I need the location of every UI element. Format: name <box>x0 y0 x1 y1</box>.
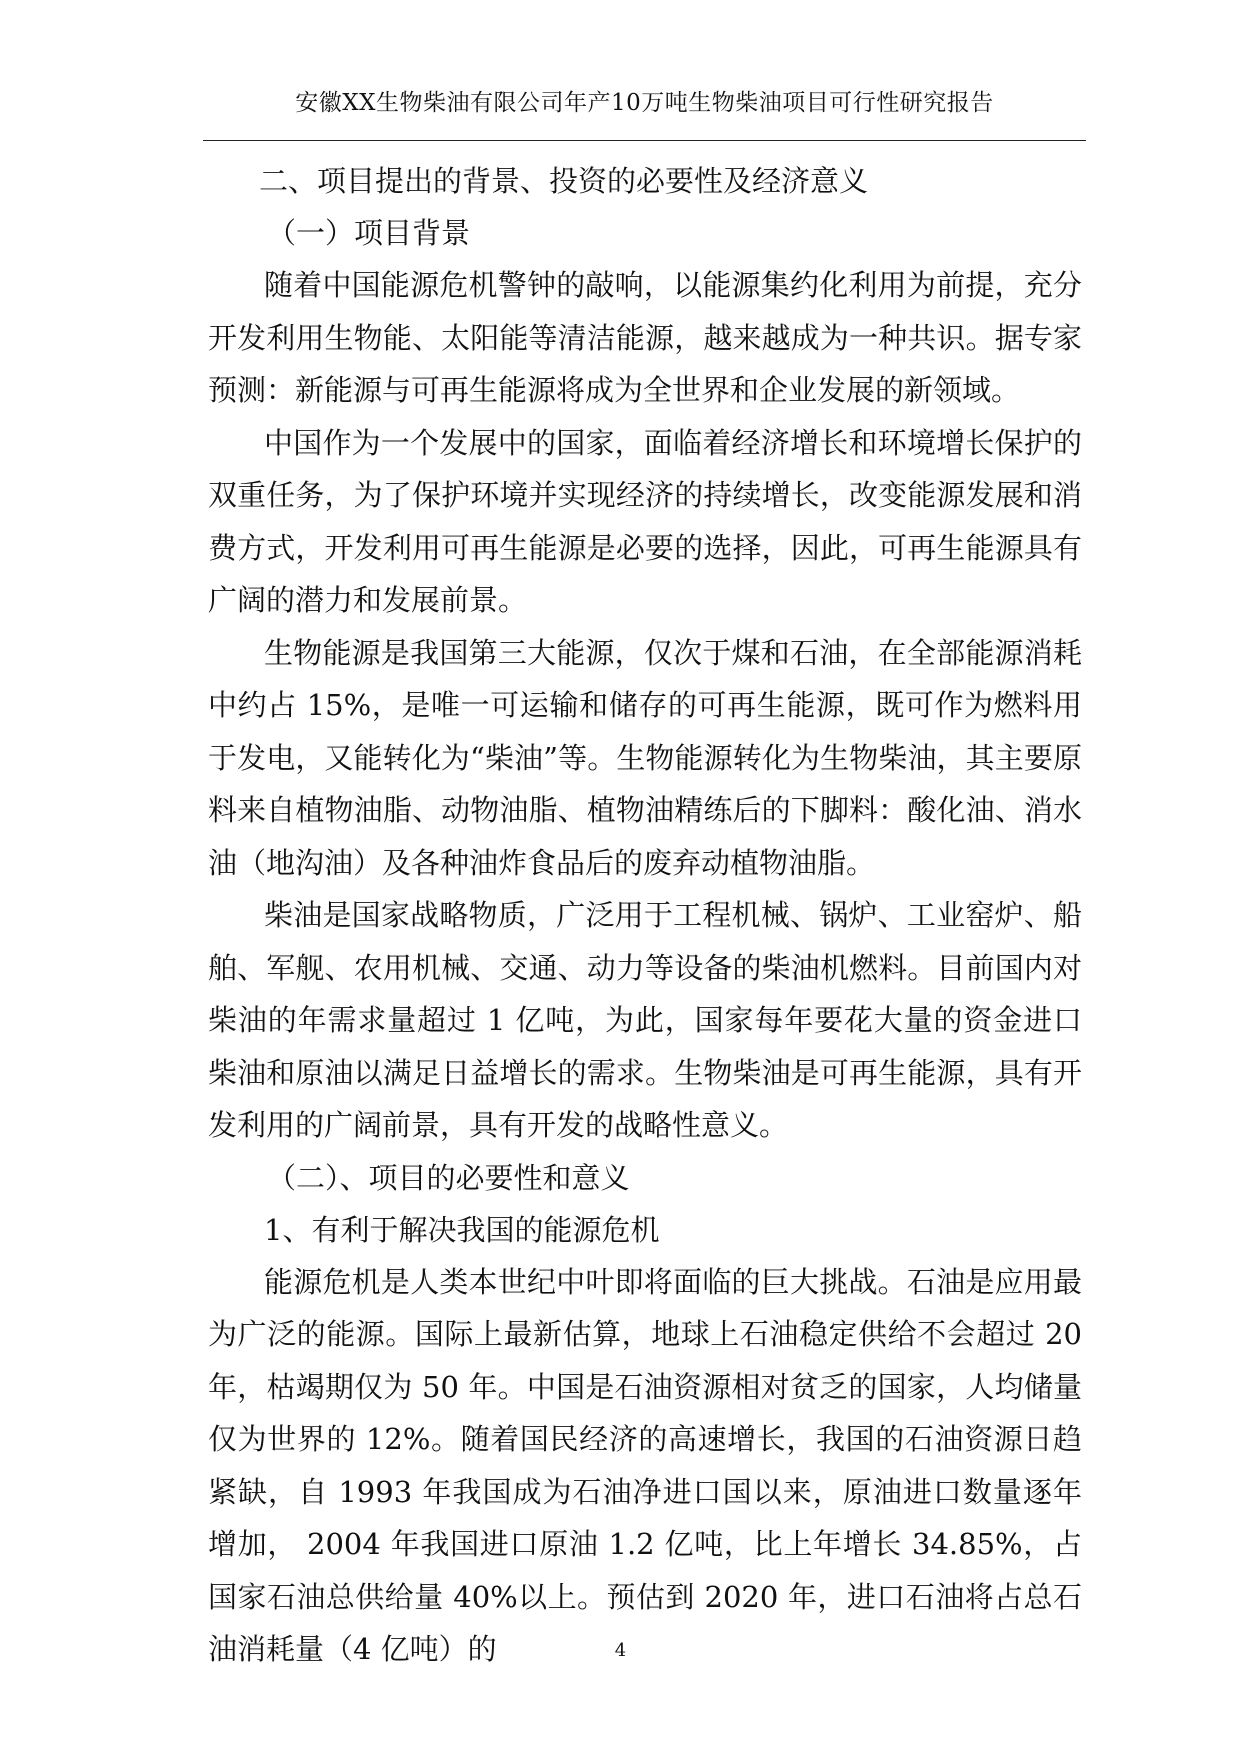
item-heading-energy-crisis: 1、有利于解决我国的能源危机 <box>264 1212 660 1247</box>
paragraph: 能源危机是人类本世纪中叶即将面临的巨大挑战。石油是应用最为广泛的能源。国际上最新估算，地球上石油稳定供给不会超过 20 年，枯竭期仅为 50 年。中国是石油资源相对贫乏的国家，人均储量仅为世界的 12%。随着国民经济的高速增长，我国的石油资源日趋紧缺，自 1993 年我国成为石油净进口国以来，原油进口数量逐年增加， 2004 年我国进口原油 1.2 亿吨，比上年增长 34.85%，占国家石油总供给量 40%以上。预估到 2020 年，进口石油将占总石油消耗量（4 亿吨）的 <box>208 1264 1082 1666</box>
subsection-heading-background: （一）项目背景 <box>267 216 471 250</box>
paragraph: 柴油是国家战略物质，广泛用于工程机械、锅炉、工业窑炉、船舶、军舰、农用机械、交通、动力等设备的柴油机燃料。目前国内对柴油的年需求量超过 1 亿吨，为此，国家每年要花大量的资金进口柴油和原油以满足日益增长的需求。生物柴油是可再生能源，具有开发利用的广阔前景，具有开发的战略性意义。 <box>208 898 1082 1142</box>
paragraph: 中国作为一个发展中的国家，面临着经济增长和环境增长保护的双重任务，为了保护环境并实现经济的持续增长，改变能源发展和消费方式，开发利用可再生能源是必要的选择，因此，可再生能源具有广阔的潜力和发展前景。 <box>208 425 1082 617</box>
section-heading: 二、项目提出的背景、投资的必要性及经济意义 <box>259 164 869 198</box>
document-body <box>208 155 1082 1676</box>
page-header-title: 安徽XX生物柴油有限公司年产10万吨生物柴油项目可行性研究报告 <box>295 90 994 116</box>
subsection-heading-necessity: （二）、项目的必要性和意义 <box>267 1160 630 1195</box>
paragraph: 随着中国能源危机警钟的敲响，以能源集约化利用为前提，充分开发利用生物能、太阳能等清洁能源，越来越成为一种共识。据专家预测：新能源与可再生能源将成为全世界和企业发展的新领域。 <box>208 268 1082 407</box>
paragraph: 生物能源是我国第三大能源，仅次于煤和石油，在全部能源消耗中约占 15%，是唯一可运输和储存的可再生能源，既可作为燃料用于发电，又能转化为“柴油”等。生物能源转化为生物柴油，其主要原料来自植物油脂、动物油脂、植物油精练后的下脚料：酸化油、消水油（地沟油）及各种油炸食品后的废弃动植物油脂。 <box>208 635 1082 880</box>
header-rule <box>203 140 1086 141</box>
page-number: 4 <box>614 1640 627 1661</box>
